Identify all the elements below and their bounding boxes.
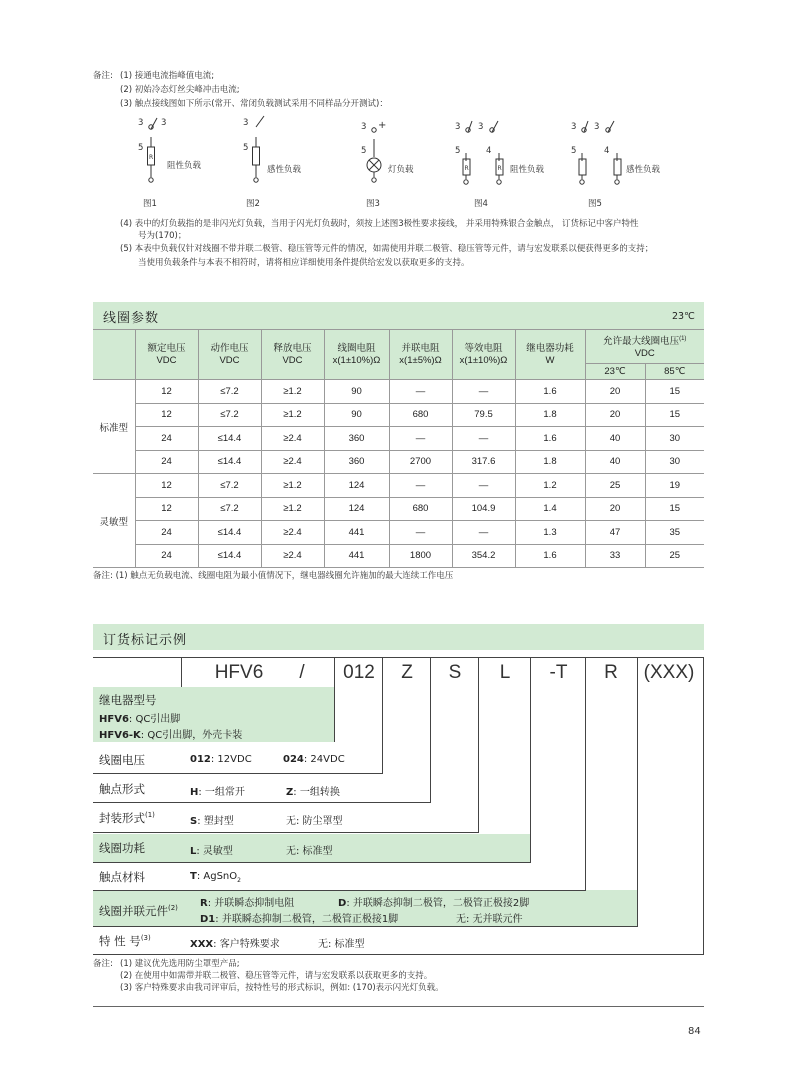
pin-label: 3 xyxy=(594,122,600,132)
pin-label: 3 xyxy=(161,118,167,128)
table-cell: 680 xyxy=(389,403,452,427)
code-model: HFV6 xyxy=(214,662,264,683)
table-cell: — xyxy=(389,427,452,451)
pin-label: 3 xyxy=(138,118,144,128)
table-cell: ≤7.2 xyxy=(198,380,261,404)
table-cell: 19 xyxy=(645,474,704,498)
table-cell: 1.8 xyxy=(515,450,585,474)
contact-form-label: 触点形式 xyxy=(99,782,145,796)
svg-text:R: R xyxy=(464,165,469,172)
figure-caption: 图3 xyxy=(366,199,380,209)
plus-label: + xyxy=(378,120,387,131)
table-cell: 24 xyxy=(135,544,198,568)
option-code: H xyxy=(190,787,199,798)
load-label: 感性负载 xyxy=(626,165,661,175)
note-item: 号为(170)； xyxy=(138,231,187,241)
table-cell: 20 xyxy=(585,380,645,404)
table-cell: 12 xyxy=(135,380,198,404)
coil-voltage-label: 线圈电压 xyxy=(99,753,145,767)
wiring-diagram-4 xyxy=(452,115,545,209)
table-cell: 90 xyxy=(324,403,389,427)
load-label: 阻性负载 xyxy=(510,165,545,175)
header-release-voltage: 释放电压 VDC xyxy=(261,330,324,380)
table-cell: ≥1.2 xyxy=(261,497,324,521)
table-cell: 360 xyxy=(324,450,389,474)
option-text: : QC引出脚 xyxy=(128,714,181,725)
table-cell: 35 xyxy=(645,521,704,545)
option-code: XXX xyxy=(190,939,214,950)
table-cell: — xyxy=(452,380,515,404)
option-code: R xyxy=(200,898,208,909)
table-cell: 24 xyxy=(135,427,198,451)
table-row xyxy=(93,544,704,568)
table-cell: ≤14.4 xyxy=(198,450,261,474)
table-cell: — xyxy=(389,380,452,404)
pin-label: 3 xyxy=(455,122,461,132)
svg-text:R: R xyxy=(149,154,154,161)
table-cell: 1.4 xyxy=(515,497,585,521)
option-code: 024 xyxy=(283,754,304,765)
coil-power-label: 线圈功耗 xyxy=(99,841,145,855)
table-cell: ≤14.4 xyxy=(198,544,261,568)
table-cell: 79.5 xyxy=(452,403,515,427)
table-cell: — xyxy=(389,474,452,498)
option-text: : 并联瞬态抑制二极管，二极管正极接1脚 xyxy=(215,914,399,925)
table-cell: 40 xyxy=(585,427,645,451)
table-cell: 2700 xyxy=(389,450,452,474)
table-cell: 104.9 xyxy=(452,497,515,521)
table-cell: 1.6 xyxy=(515,427,585,451)
table-cell: 1.8 xyxy=(515,403,585,427)
notes-top-label: 备注: xyxy=(93,71,113,81)
option-text: 无: 无并联元件 xyxy=(456,914,523,925)
wiring-diagram-5 xyxy=(568,115,661,209)
option-code: D xyxy=(338,898,347,909)
figure-caption: 图4 xyxy=(474,199,488,209)
notes-bottom-label: 备注: xyxy=(93,959,113,969)
table-cell: 1.6 xyxy=(515,380,585,404)
load-label: 阻性负载 xyxy=(167,161,202,171)
table-cell: 20 xyxy=(585,403,645,427)
note-item: (5) 本表中负载仅针对线圈不带并联二极管、稳压管等元件的情况，如需使用并联二极管、稳压管等元件，请与宏发联系以便获得更多的支持； xyxy=(120,244,654,254)
table-cell: 90 xyxy=(324,380,389,404)
table-cell: 12 xyxy=(135,497,198,521)
table-cell: 47 xyxy=(585,521,645,545)
contact-material-label: 触点材料 xyxy=(99,870,145,884)
table-cell: ≤7.2 xyxy=(198,403,261,427)
pin-label: 5 xyxy=(243,143,249,153)
table-cell: 33 xyxy=(585,544,645,568)
table-cell: ≤7.2 xyxy=(198,474,261,498)
figure-caption: 图1 xyxy=(143,199,157,209)
pin-label: 3 xyxy=(243,118,249,128)
option-text: : 一组转换 xyxy=(293,787,340,798)
table-row xyxy=(93,521,704,545)
table-cell: 354.2 xyxy=(452,544,515,568)
coil-section-header xyxy=(93,302,704,329)
code-material: -T xyxy=(549,662,568,683)
enclosure-label: 封装形式$^{(1)}$ xyxy=(99,811,155,825)
table-row xyxy=(93,450,704,474)
header-blank xyxy=(93,330,135,380)
note-item: (2) 初始冷态灯丝尖峰冲击电流; xyxy=(120,85,240,95)
table-cell: 317.6 xyxy=(452,450,515,474)
figure-caption: 图2 xyxy=(246,199,260,209)
option-text: : 并联瞬态抑制电阻 xyxy=(207,898,295,909)
table-cell: 12 xyxy=(135,403,198,427)
table-cell: 25 xyxy=(585,474,645,498)
load-label: 感性负载 xyxy=(267,165,302,175)
option-text: 无: 防尘罩型 xyxy=(286,816,343,827)
table-cell: 24 xyxy=(135,450,198,474)
group-label: 灵敏型 xyxy=(93,474,135,568)
note-item: (4) 表中的灯负载指的是非闪光灯负载，当用于闪光灯负载时，须按上述图3极性要求接线， 并采用特殊银合金触点， 订货标记中客户特性 xyxy=(120,219,639,229)
option-code: S xyxy=(190,816,198,827)
bottom-divider xyxy=(93,1006,704,1007)
table-cell: ≤14.4 xyxy=(198,427,261,451)
wiring-diagram-2 xyxy=(240,115,302,209)
option-code: D1 xyxy=(200,914,216,925)
header-max-voltage: 允许最大线圈电压$^{(1)}$ VDC xyxy=(585,330,704,364)
note-item: 当使用负载条件与本表不相符时，请将相应详细使用条件提供给宏发以获取更多的支持。 xyxy=(138,258,470,268)
table-cell: 15 xyxy=(645,380,704,404)
option-code: HFV6 xyxy=(99,714,129,725)
pin-label: 4 xyxy=(486,146,492,156)
code-voltage: 012 xyxy=(343,662,375,683)
coil-section-title: 线圈参数 xyxy=(103,311,160,326)
code-power: L xyxy=(499,662,511,683)
pin-label: 5 xyxy=(138,143,144,153)
coil-parallel-label: 线圈并联元件$^{(2)}$ xyxy=(99,904,178,918)
table-cell: 12 xyxy=(135,474,198,498)
header-equiv-resistance: 等效电阻 x(1±10%)Ω xyxy=(452,330,515,380)
option-code: Z xyxy=(286,787,294,798)
option-text: 无: 标准型 xyxy=(286,846,333,857)
table-row xyxy=(93,474,704,498)
pin-label: 3 xyxy=(571,122,577,132)
code-special: (XXX) xyxy=(643,662,695,683)
note-item: (1) 建议优先选用防尘罩型产品; xyxy=(120,959,240,969)
header-t85: 85℃ xyxy=(645,364,704,380)
special-label: 特 性 号$^{(3)}$ xyxy=(99,934,151,948)
pin-label: 5 xyxy=(571,146,577,156)
pin-label: 3 xyxy=(361,122,367,132)
code-parallel: R xyxy=(604,662,618,683)
table-cell: 680 xyxy=(389,497,452,521)
table-cell: ≥2.4 xyxy=(261,521,324,545)
header-pickup-voltage: 动作电压 VDC xyxy=(198,330,261,380)
table-row xyxy=(93,497,704,521)
table-cell: 1.2 xyxy=(515,474,585,498)
option-text: : QC引出脚，外壳卡装 xyxy=(140,730,243,741)
table-cell: ≥2.4 xyxy=(261,544,324,568)
option-code: 012 xyxy=(190,754,211,765)
pin-label: 5 xyxy=(361,146,367,156)
figure-caption: 图5 xyxy=(588,199,602,209)
table-cell: 30 xyxy=(645,427,704,451)
code-slash: / xyxy=(299,662,305,683)
header-rated-voltage: 额定电压 VDC xyxy=(135,330,198,380)
note-item: (3) 触点接线图如下所示(常开、常闭负载测试采用不同样品分开测试)： xyxy=(120,99,388,109)
table-cell: 360 xyxy=(324,427,389,451)
option-text: : 灵敏型 xyxy=(196,846,233,857)
table-cell: 1.6 xyxy=(515,544,585,568)
option-text: : 并联瞬态抑制二极管，二极管正极接2脚 xyxy=(346,898,530,909)
relay-type-label: 继电器型号 xyxy=(99,693,157,707)
table-cell: ≤7.2 xyxy=(198,497,261,521)
option-code: HFV6-K xyxy=(99,730,141,741)
page-number: 84 xyxy=(688,1026,701,1037)
table-cell: 24 xyxy=(135,521,198,545)
table-cell: ≥2.4 xyxy=(261,450,324,474)
load-label: 灯负载 xyxy=(388,165,414,175)
table-cell: ≥1.2 xyxy=(261,380,324,404)
svg-text:R: R xyxy=(497,165,502,172)
table-cell: ≥2.4 xyxy=(261,427,324,451)
option-code: L xyxy=(190,846,197,857)
table-cell: 441 xyxy=(324,544,389,568)
table-cell: — xyxy=(389,521,452,545)
note-item: (2) 在使用中如需带并联二极管、稳压管等元件，请与宏发联系以获取更多的支持。 xyxy=(120,971,433,981)
table-row xyxy=(93,403,704,427)
table-cell: 30 xyxy=(645,450,704,474)
option-text: : 一组常开 xyxy=(198,787,245,798)
option-text: : 塑封型 xyxy=(197,816,234,827)
code-enclosure: S xyxy=(448,662,462,683)
order-section-title: 订货标记示例 xyxy=(103,633,188,648)
coil-parameters-table xyxy=(93,329,704,568)
option-text: : 24VDC xyxy=(303,754,345,765)
pin-label: 4 xyxy=(604,146,610,156)
note-item: (1) 接通电流指峰值电流; xyxy=(120,71,215,81)
note-item: (3) 客户特殊要求由我司评审后，按特性号的形式标识，例如: (170)表示闪光灯负载。 xyxy=(120,983,444,993)
coil-section-temp: 23℃ xyxy=(672,311,695,322)
pin-label: 5 xyxy=(455,146,461,156)
table-row xyxy=(93,427,704,451)
coil-table-footnote: 备注: (1) 触点无负载电流、线圈电阻为最小值情况下，继电器线圈允许施加的最大连续工作电压 xyxy=(93,571,454,581)
table-cell: ≤14.4 xyxy=(198,521,261,545)
wiring-diagram-1 xyxy=(135,115,202,209)
table-cell: 25 xyxy=(645,544,704,568)
table-cell: 1800 xyxy=(389,544,452,568)
table-cell: 124 xyxy=(324,474,389,498)
table-cell: — xyxy=(452,427,515,451)
option-code: T xyxy=(190,871,197,882)
table-cell: 441 xyxy=(324,521,389,545)
header-coil-resistance: 线圈电阻 x(1±10%)Ω xyxy=(324,330,389,380)
option-text: : 12VDC xyxy=(210,754,252,765)
header-power: 继电器功耗 W xyxy=(515,330,585,380)
table-cell: 40 xyxy=(585,450,645,474)
option-text: : 客户特殊要求 xyxy=(213,939,280,950)
option-text: 无: 标准型 xyxy=(318,939,365,950)
header-parallel-resistance: 并联电阻 x(1±5%)Ω xyxy=(389,330,452,380)
table-cell: ≥1.2 xyxy=(261,403,324,427)
table-cell: 124 xyxy=(324,497,389,521)
header-t23: 23℃ xyxy=(585,364,645,380)
table-cell: 1.3 xyxy=(515,521,585,545)
table-cell: — xyxy=(452,474,515,498)
table-cell: ≥1.2 xyxy=(261,474,324,498)
pin-label: 3 xyxy=(478,122,484,132)
group-label: 标准型 xyxy=(93,380,135,474)
table-cell: 15 xyxy=(645,497,704,521)
table-cell: 20 xyxy=(585,497,645,521)
table-row xyxy=(93,380,704,404)
option-text: : AgSnO xyxy=(196,871,238,882)
table-cell: 15 xyxy=(645,403,704,427)
wiring-diagram-3 xyxy=(358,115,414,209)
code-contact: Z xyxy=(401,662,413,683)
table-cell: — xyxy=(452,521,515,545)
